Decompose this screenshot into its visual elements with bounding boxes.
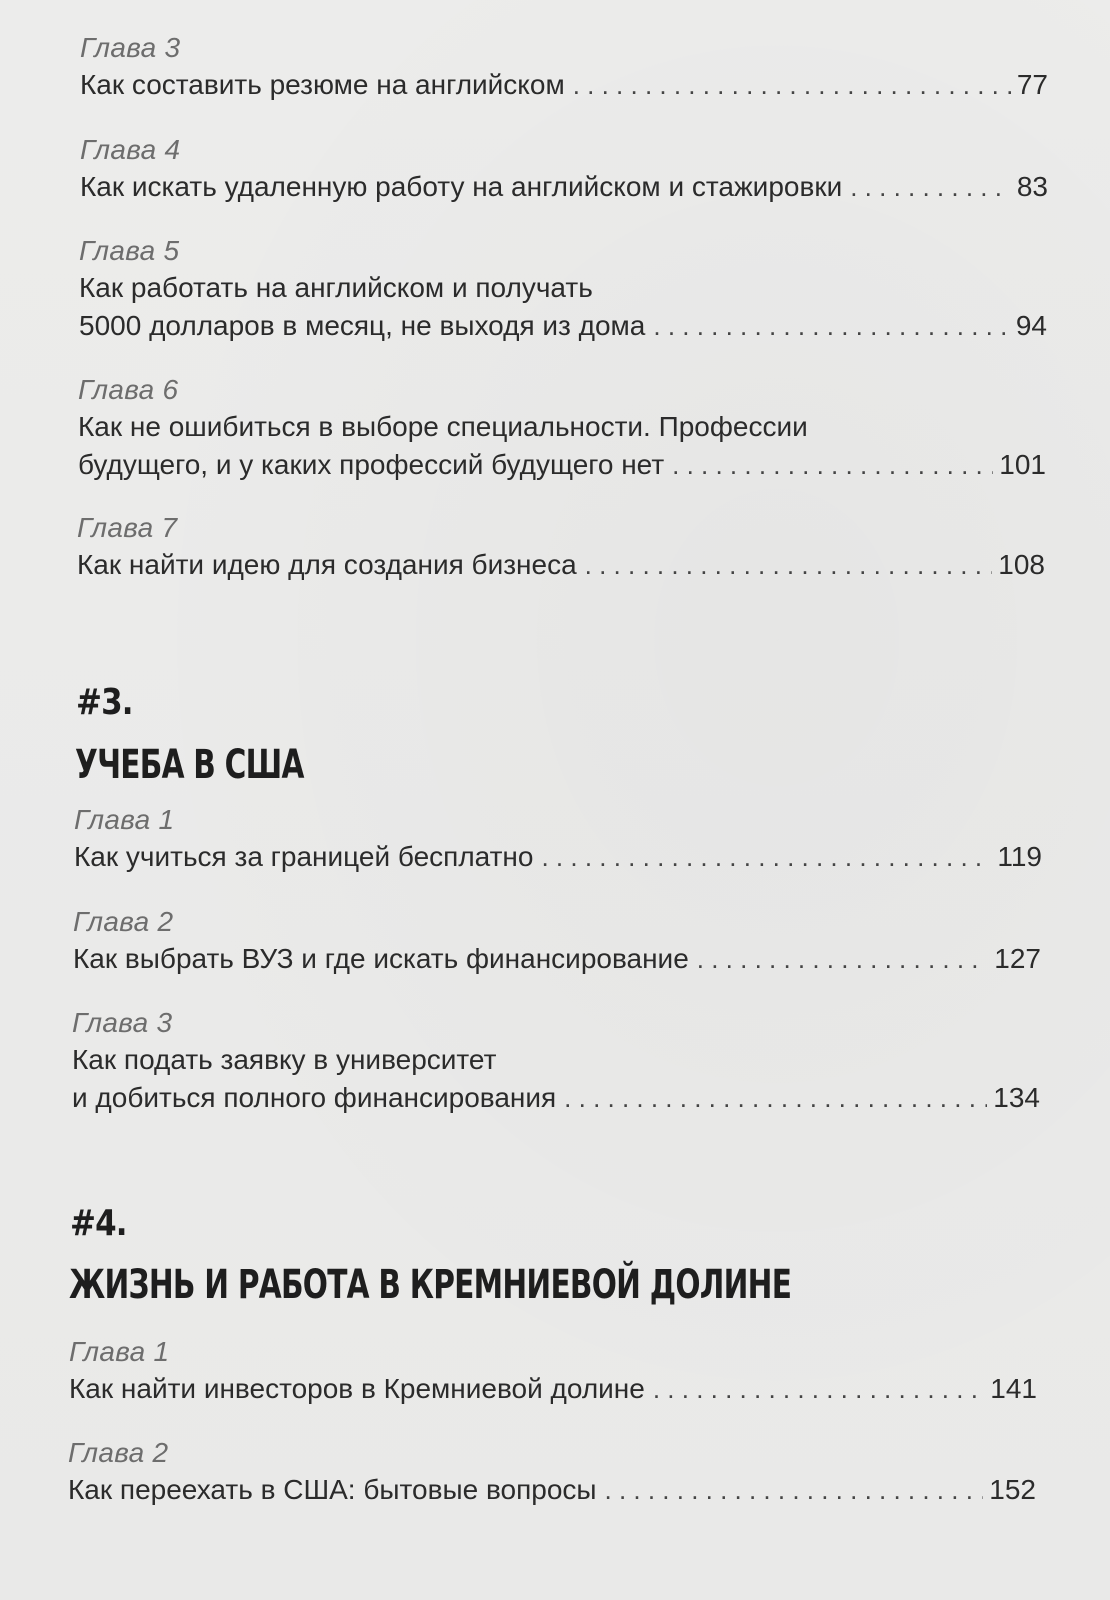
chapter-title-line: Как подать заявку в университет — [72, 1044, 497, 1075]
dot-leader — [697, 940, 989, 978]
page-number: 83 — [1016, 171, 1048, 202]
chapter-title-line — [74, 838, 1042, 876]
chapter-title-line: Как работать на английском и получать — [79, 272, 593, 303]
dot-leader — [850, 168, 1011, 206]
chapter-title: будущего, и у каких профессий будущего нет — [78, 449, 665, 480]
toc-entry — [78, 372, 1046, 484]
chapter-label: Глава 5 — [79, 235, 180, 266]
section-number: #4. — [70, 1203, 127, 1244]
dot-leader — [541, 838, 991, 876]
chapter-title-line — [73, 940, 1041, 978]
toc-entry — [80, 132, 1048, 206]
chapter-label: Глава 2 — [73, 906, 174, 937]
chapter-label: Глава 1 — [69, 1336, 170, 1367]
chapter-title: Как учиться за границей бесплатно — [74, 841, 534, 872]
chapter-label: Глава 1 — [74, 804, 175, 835]
chapter-title-line: Как не ошибиться в выборе специальности. Профессии — [78, 411, 808, 442]
chapter-label: Глава 7 — [77, 512, 178, 543]
section-title: УЧЕБА В США — [75, 742, 304, 788]
page-number: 152 — [989, 1474, 1036, 1505]
chapter-title: Как составить резюме на английском — [80, 69, 565, 100]
chapter-label: Глава 3 — [80, 32, 181, 63]
chapter-label: Глава 3 — [72, 1007, 173, 1038]
section-number: #3. — [76, 682, 133, 723]
page-number: 77 — [1016, 69, 1048, 100]
dot-leader — [585, 546, 993, 584]
dot-leader — [653, 1370, 984, 1408]
chapter-title: Как переехать в США: бытовые вопросы — [68, 1474, 597, 1505]
chapter-label: Глава 4 — [80, 134, 181, 165]
dot-leader — [653, 307, 1009, 345]
chapter-title: Как искать удаленную работу на английском и стажировки — [80, 171, 843, 202]
chapter-title: Как найти идею для создания бизнеса — [77, 549, 577, 580]
toc-entry — [72, 1005, 1040, 1117]
chapter-title-line — [68, 1471, 1036, 1509]
toc-entry — [77, 510, 1045, 584]
dot-leader — [564, 1079, 987, 1117]
page-number: 134 — [993, 1082, 1040, 1113]
page-number: 127 — [994, 943, 1041, 974]
toc-entry — [79, 233, 1047, 345]
page-number: 141 — [990, 1373, 1037, 1404]
page-number: 94 — [1015, 310, 1047, 341]
toc-entry — [73, 904, 1041, 978]
chapter-title-line — [77, 546, 1045, 584]
page-number: 101 — [999, 449, 1046, 480]
chapter-title: Как выбрать ВУЗ и где искать финансирование — [73, 943, 689, 974]
toc-entry — [68, 1435, 1036, 1509]
toc-entry — [74, 802, 1042, 876]
chapter-title: Как найти инвесторов в Кремниевой долине — [69, 1373, 645, 1404]
section-title: ЖИЗНЬ И РАБОТА В КРЕМНИЕВОЙ ДОЛИНЕ — [69, 1262, 792, 1308]
dot-leader — [605, 1471, 984, 1509]
chapter-label: Глава 2 — [68, 1437, 169, 1468]
chapter-title-line — [69, 1370, 1037, 1408]
dot-leader — [573, 66, 1011, 104]
chapter-title-line — [80, 66, 1048, 104]
chapter-title-line — [78, 446, 1046, 484]
chapter-title-line — [80, 168, 1048, 206]
chapter-title: и добиться полного финансирования — [72, 1082, 557, 1113]
toc-entry — [69, 1334, 1037, 1408]
toc-entry — [80, 30, 1048, 104]
chapter-title-line — [79, 307, 1047, 345]
chapter-title: 5000 долларов в месяц, не выходя из дома — [79, 310, 646, 341]
page-number: 108 — [998, 549, 1045, 580]
chapter-title-line — [72, 1079, 1040, 1117]
dot-leader — [672, 446, 993, 484]
chapter-label: Глава 6 — [78, 374, 179, 405]
page-number: 119 — [997, 841, 1042, 872]
